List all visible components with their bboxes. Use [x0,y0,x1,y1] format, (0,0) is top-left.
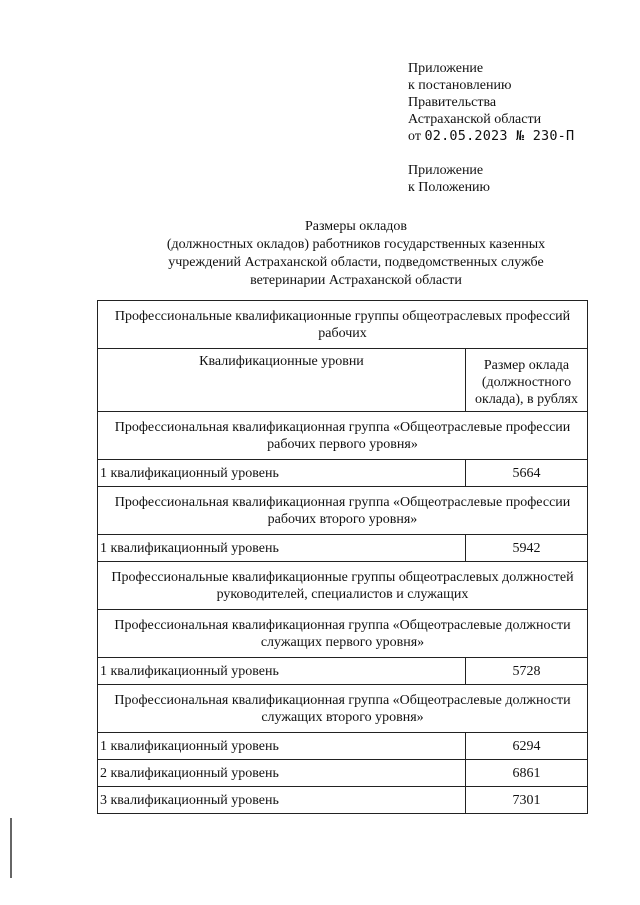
amount-cell: 6861 [466,760,588,787]
title-line: (должностных окладов) работников государственных казенных [166,237,546,252]
amount-cell: 6294 [466,733,588,760]
table-row [98,685,588,733]
table-header-row [98,349,588,412]
scan-edge-mark [10,818,12,878]
salary-table [97,300,588,814]
table-row [98,760,588,787]
table-row [98,787,588,814]
amount-cell: 7301 [466,787,588,814]
amount-cell: 5664 [466,460,588,487]
amount-cell: 5728 [466,658,588,685]
group-header: Профессиональные квалификационные группы общеотраслевых должностей руководителей, специалистов и служащих [98,562,588,610]
table-row [98,562,588,610]
table-row [98,610,588,658]
title-line: Размеры окладов [304,219,408,234]
table-row [98,487,588,535]
table-row [98,412,588,460]
group-header: Профессиональные квалификационные группы общеотраслевых профессий рабочих [98,301,588,349]
column-header-levels: Квалификационные уровни [98,349,466,412]
group-header: Профессиональная квалификационная группа «Общеотраслевые должности служащих первого уровня» [98,610,588,658]
group-header: Профессиональная квалификационная группа «Общеотраслевые профессии рабочих первого уровня» [98,412,588,460]
level-cell: 1 квалификационный уровень [98,535,466,562]
appendix-header [408,60,574,196]
level-cell: 2 квалификационный уровень [98,760,466,787]
appendix-line: Приложение [408,61,484,76]
appendix-line: к постановлению [408,78,512,93]
level-cell: 1 квалификационный уровень [98,658,466,685]
table-row [98,658,588,685]
group-header: Профессиональная квалификационная группа «Общеотраслевые профессии рабочих второго уровня» [98,487,588,535]
amount-cell: 5942 [466,535,588,562]
title-line: учреждений Астраханской области, подведомственных службе [168,255,544,270]
appendix2-line: к Положению [408,180,491,195]
decree-stamp: 02.05.2023 № 230-П [424,128,575,144]
document-title [98,218,614,290]
appendix2-line: Приложение [408,163,484,178]
level-cell: 1 квалификационный уровень [98,733,466,760]
appendix-line: Правительства [408,95,497,110]
decree-line [408,128,574,145]
table-row [98,460,588,487]
level-cell: 3 квалификационный уровень [98,787,466,814]
title-line: ветеринарии Астраханской области [250,273,462,288]
appendix-line: Астраханской области [408,112,542,127]
level-cell: 1 квалификационный уровень [98,460,466,487]
decree-prefix: от [408,129,421,144]
table-row [98,535,588,562]
table-row [98,301,588,349]
column-header-amount: Размер оклада (должностного оклада), в рублях [466,349,588,412]
table-row [98,733,588,760]
group-header: Профессиональная квалификационная группа «Общеотраслевые должности служащих второго уровня» [98,685,588,733]
